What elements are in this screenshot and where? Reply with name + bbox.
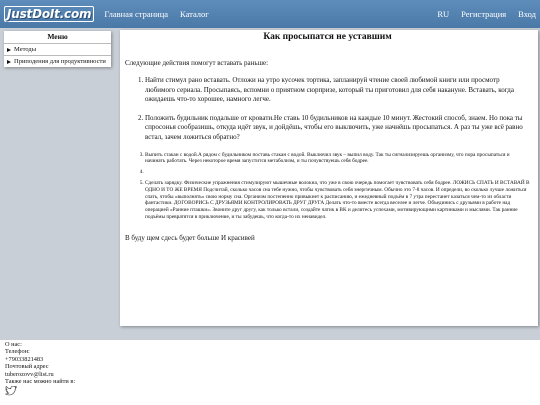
footer-about: О нас:	[5, 341, 22, 348]
register-link[interactable]: Регистрация	[461, 9, 507, 19]
nav-catalog-link[interactable]: Каталог	[180, 9, 209, 19]
footer-find-us: Также нас можно найти в:	[5, 378, 76, 386]
top-navigation-bar	[0, 0, 540, 28]
footer-phone-label: Телефон:	[5, 348, 30, 356]
site-logo[interactable]: JustDoIt.com	[4, 6, 94, 22]
article-title: Как просыпатся не уставшим	[263, 32, 392, 42]
triangle-right-icon	[7, 48, 11, 52]
nav-home-link[interactable]: Главная страница	[104, 9, 169, 19]
article-intro: Следующие действия помогут вставать раньше:	[125, 59, 269, 67]
twitter-icon[interactable]	[5, 386, 17, 396]
footer-email-label: Почтовый адрес	[5, 363, 49, 371]
sidebar-item-label: Методы	[14, 46, 37, 53]
list-item: 3. Выпить стакан с водой.А рядом с будильником поставь стакан с водой. Выключил звук – выпил воду. Так ты сигнализируешь организму, что пора просыпаться и начинать работать. Через некоторое время запустится метаболизм, и ты почувствуешь себя бодрее.	[145, 152, 530, 166]
sidebar-menu	[4, 31, 111, 67]
list-item: 1. Найти стимул рано вставать. Отложи на утро кусочек тортика, запланируй чтение своей любимой книги или просмотр любимого сериала. Просыпаясь, вспомни о приятном сюрпризе, который ты приготовил для себя накануне. Вставать, когда ожидаешь что-то хорошее, намного легче.	[145, 76, 530, 105]
login-link[interactable]: Вход	[518, 9, 536, 19]
list-item: 2. Положить будильник подальше от кровати.Не ставь 10 будильников на каждые 10 минут. Жестокий способ, знаем. Но пока ты спросонья сообразишь, откуда идёт звук, и дойдёшь, чтобы его выключить, уже начнёшь просыпаться. А раз ты уже всё равно встал, зачем ложиться обратно?	[145, 114, 530, 143]
sidebar-item-productivity-apps[interactable]	[4, 56, 111, 67]
sidebar-item-label: Приподения для продуктивности	[14, 58, 106, 65]
list-item: 5. Сделать зарядку. Физические упражнения стимулируют мышечные волокна, что уже в свою очередь помогает чувствовать себя бодрее. ЛОЖИСЬ СПАТЬ И ВСТАВАЙ В ОДНО И ТО ЖЕ ВРЕМЯ Подсчитай, сколько часов сна тебе нужно, чтобы чувствовать себя энергичным. Обычно это 7-8 часов. И определи, во сколько лучше ложиться спать, чтобы «выполнять» свою норму сна. Организм постепенно привыкнет к расписанию, и ежедневный подъём в 7 утра перестанет казаться чем-то из области фантастики. ДОГОВОРИСЬ С ДРУЗЬЯМИ КОНТРОЛИРОВАТЬ ДРУГ ДРУГА Делать что-то вместе всегда веселее и легче. Объединись с друзьями в работе над операцией «Ранние пташки». Звоните друг другу, как только встали, создайте чатик в ВК и делитесь успехами, мотивирующими картинками и мыслями. Так ранние подъёмы превратятся в приключение, и ты забудешь, что когда-то их ненавидел.	[145, 180, 530, 221]
article-outro: В буду щем сдесь будет больше И красивей	[125, 233, 255, 242]
footer-email: tuberozovv@list.ru	[5, 370, 54, 378]
account-nav	[425, 9, 540, 19]
sidebar-title: Меню	[4, 31, 111, 44]
list-item	[145, 169, 530, 176]
triangle-right-icon	[7, 60, 11, 64]
article-panel	[120, 30, 538, 326]
main-nav	[104, 9, 220, 19]
footer	[0, 340, 540, 405]
sidebar-item-methods[interactable]	[4, 44, 111, 56]
tips-list	[125, 76, 530, 221]
footer-phone: +79033821483	[5, 355, 44, 363]
language-switch-link[interactable]: RU	[437, 9, 450, 19]
